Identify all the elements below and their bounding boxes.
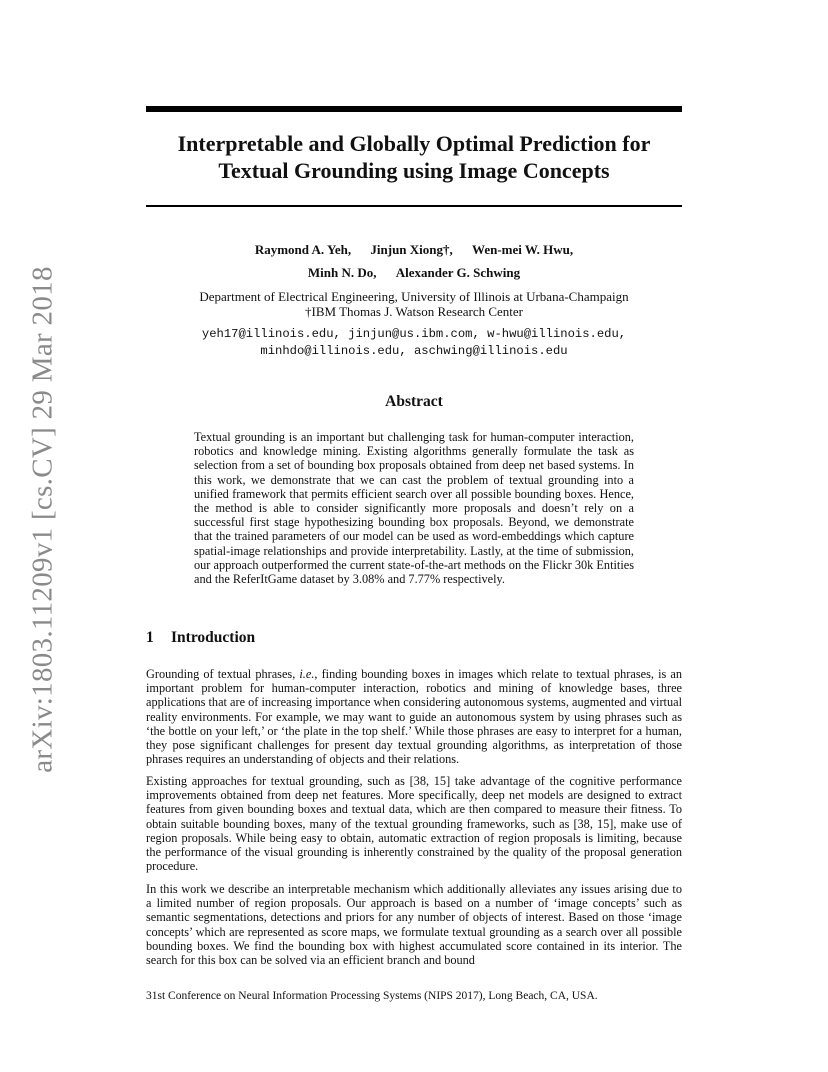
title-line-2: Textual Grounding using Image Concepts bbox=[218, 158, 610, 183]
email-line-2: minhdo@illinois.edu, aschwing@illinois.edu bbox=[260, 344, 568, 358]
section-number: 1 bbox=[146, 629, 154, 646]
section-title: Introduction bbox=[171, 629, 256, 646]
para1-part-b: , finding bounding boxes in images which relate to textual phrases, is an important problem for human-computer interaction, robotics and mining of knowledge bases, three applications that are of increasing importance when considering autonomous systems, augmented and virtual reality environments. For example, we may want to guide an autonomous system by using phrases such as ‘the bottle on your left,’ or ‘the plate in the top shelf.’ While those phrases are easy to interpret for a human, they pose significant challenges for present day textual grounding algorithms, as interpretation of those phrases requires an understanding of objects and their relations. bbox=[146, 667, 682, 767]
conference-footnote: 31st Conference on Neural Information Processing Systems (NIPS 2017), Long Beach, CA, USA. bbox=[146, 990, 598, 1002]
intro-paragraph-1 bbox=[146, 667, 682, 766]
author-line-2 bbox=[146, 265, 682, 281]
section-heading-introduction bbox=[146, 629, 255, 647]
affiliation-1: Department of Electrical Engineering, University of Illinois at Urbana-Champaign bbox=[199, 289, 629, 304]
author-name: Jinjun Xiong†, bbox=[370, 242, 453, 257]
affiliation-2: †IBM Thomas J. Watson Research Center bbox=[305, 304, 523, 319]
title-line-1: Interpretable and Globally Optimal Prediction for bbox=[177, 131, 651, 156]
author-line-1 bbox=[146, 242, 682, 258]
title-top-rule bbox=[146, 106, 682, 112]
para1-ie: i.e. bbox=[299, 667, 315, 681]
author-name: Raymond A. Yeh, bbox=[254, 242, 352, 257]
author-name: Alexander G. Schwing bbox=[395, 265, 521, 280]
arxiv-identifier bbox=[22, 265, 64, 773]
para1-part-a: Grounding of textual phrases, bbox=[146, 667, 300, 681]
intro-paragraph-3: In this work we describe an interpretable mechanism which additionally alleviates any issues arising due to a limited number of region proposals. Our approach is based on a number of ‘image concepts’ such as semantic segmentations, detections and priors for any number of objects of interest. Based on those ‘image concepts’ which are represented as score maps, we formulate textual grounding as a search over all possible bounding boxes. We find the bounding box with highest accumulated score contained in its interior. The search for this box can be solved via an efficient branch and bound bbox=[146, 882, 682, 968]
paper-title bbox=[146, 130, 682, 184]
author-name: Wen-mei W. Hwu, bbox=[472, 242, 574, 257]
abstract-heading: Abstract bbox=[385, 393, 443, 410]
author-emails bbox=[146, 326, 682, 360]
abstract-text: Textual grounding is an important but challenging task for human-computer interaction, robotics and knowledge mining. Existing algorithms generally formulate the task as selection from a set of bounding box proposals obtained from deep net based systems. In this work, we demonstrate that we can cast the problem of textual grounding into a unified framework that permits efficient search over all possible bounding boxes. Hence, the method is able to consider significantly more proposals and doesn’t rely on a successful first stage hypothesizing bounding box proposals. Beyond, we demonstrate that the trained parameters of our model can be used as word-embeddings which capture spatial-image relationships and provide interpretability. Lastly, at the time of submission, our approach outperformed the current state-of-the-art methods on the Flickr 30k Entities and the ReferItGame dataset by 3.08% and 7.77% respectively. bbox=[194, 430, 634, 587]
email-line-1: yeh17@illinois.edu, jinjun@us.ibm.com, w-hwu@illinois.edu, bbox=[201, 327, 627, 341]
title-bottom-rule bbox=[146, 205, 682, 207]
arxiv-identifier-text: arXiv:1803.11209v1 [cs.CV] 29 Mar 2018 bbox=[26, 265, 59, 773]
author-name: Minh N. Do, bbox=[307, 265, 377, 280]
intro-paragraph-2: Existing approaches for textual grounding, such as [38, 15] take advantage of the cognitive performance improvements obtained from deep net features. More specifically, deep net models are designed to extract features from given bounding boxes and textual data, which are then compared to measure their fitness. To obtain suitable bounding boxes, many of the textual grounding frameworks, such as [38, 15], make use of region proposals. While being easy to obtain, automatic extraction of region proposals is limiting, because the performance of the visual grounding is inherently constrained by the quality of the proposal generation procedure. bbox=[146, 774, 682, 874]
